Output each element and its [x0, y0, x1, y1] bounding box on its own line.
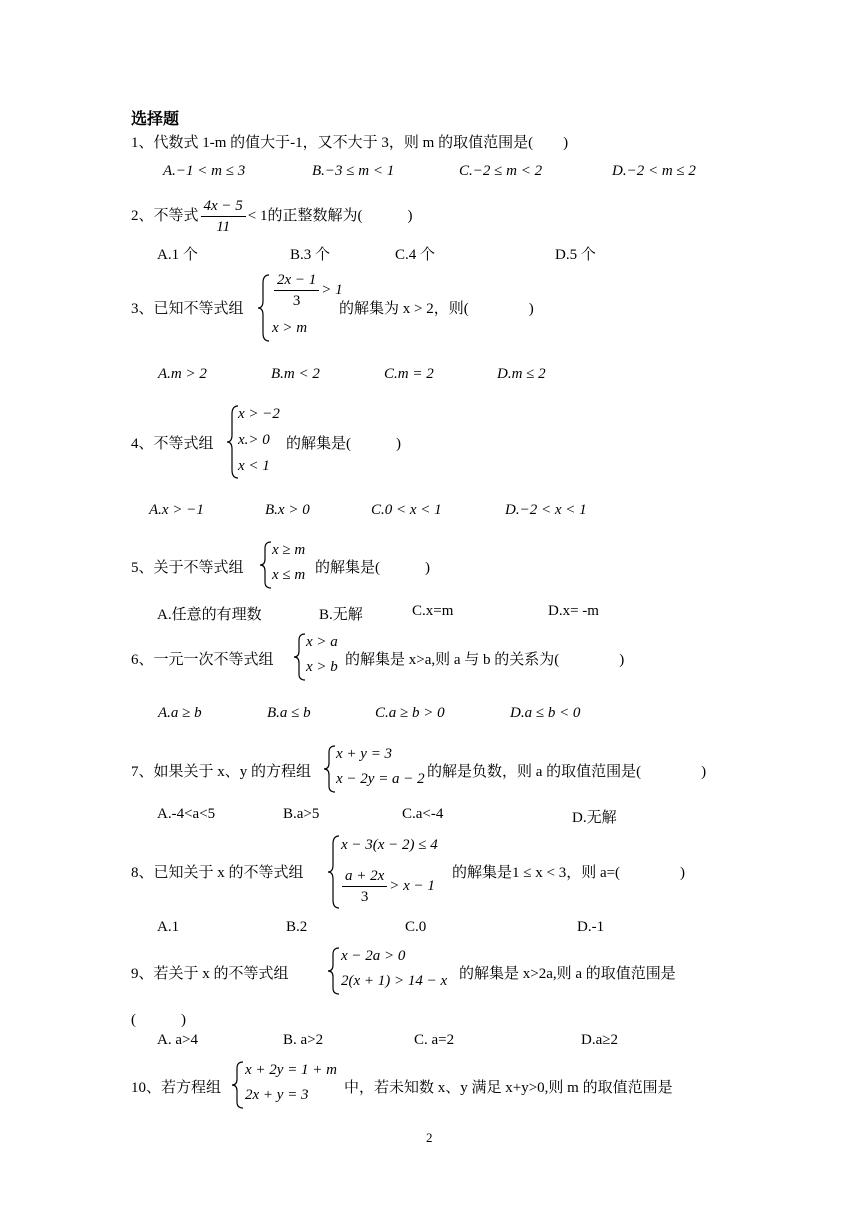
q8-ineq2-tail: > x − 1 [389, 877, 435, 894]
q3-option-c: C.m = 2 [384, 366, 434, 382]
q4-line-1: x > −2 [238, 406, 280, 422]
q2-suffix: < 1的正整数解为( ) [247, 207, 413, 224]
q3-brace [257, 273, 271, 343]
q3-fraction [274, 270, 319, 311]
q3-numerator: 2x − 1 [274, 270, 319, 291]
q5-option-d: D.x= -m [548, 603, 599, 619]
q8-option-b: B.2 [286, 919, 308, 935]
q5-line-1: x ≥ m [272, 542, 306, 558]
q9-continuation: ( ) [131, 1012, 186, 1028]
q6-option-a: A.a ≥ b [158, 705, 202, 721]
q1-option-c: C.−2 ≤ m < 2 [459, 163, 543, 179]
q2-option-d: D.5 个 [555, 247, 596, 263]
q3-prefix: 3、已知不等式组 [131, 301, 244, 317]
q6-suffix: 的解集是 x>a,则 a 与 b 的关系为( ) [345, 652, 625, 668]
q8-option-d: D.-1 [577, 919, 605, 935]
q7-line-2: x − 2y = a − 2 [336, 771, 425, 787]
q7-line-1: x + y = 3 [336, 746, 393, 762]
q6-prefix: 6、一元一次不等式组 [131, 652, 274, 668]
q6-brace [293, 632, 307, 682]
q1-option-a: A.−1 < m ≤ 3 [163, 163, 246, 179]
q9-brace [327, 946, 341, 996]
q9-option-a: A. a>4 [157, 1032, 198, 1048]
q7-option-a: A.-4<a<5 [157, 806, 216, 822]
q3-option-b: B.m < 2 [271, 366, 320, 382]
section-title: 选择题 [131, 111, 180, 128]
q9-line-2: 2(x + 1) > 14 − x [341, 973, 448, 989]
q5-brace [259, 540, 273, 590]
q3-line-1 [272, 270, 343, 311]
q5-option-b: B.无解 [319, 607, 363, 623]
q10-line-2: 2x + y = 3 [245, 1087, 309, 1103]
q4-option-b: B.x > 0 [265, 502, 310, 518]
q6-line-1: x > a [306, 634, 338, 650]
q4-line-2: x.> 0 [238, 432, 270, 448]
q8-denominator: 3 [360, 889, 369, 905]
page-number: 2 [426, 1130, 433, 1145]
q9-option-c: C. a=2 [414, 1032, 455, 1048]
q2-option-c: C.4 个 [395, 247, 436, 263]
q4-option-d: D.−2 < x < 1 [505, 502, 587, 518]
q10-suffix: 中，若未知数 x、y 满足 x+y>0,则 m 的取值范围是 [344, 1080, 673, 1096]
q7-brace [323, 744, 337, 794]
q3-line-2: x > m [272, 320, 308, 336]
q4-option-a: A.x > −1 [149, 502, 204, 518]
q8-line-2 [340, 866, 435, 907]
q9-suffix: 的解集是 x>2a,则 a 的取值范围是 [459, 966, 676, 982]
q8-brace [327, 834, 341, 910]
q7-option-c: C.a<-4 [402, 806, 444, 822]
q9-option-b: B. a>2 [283, 1032, 324, 1048]
q5-prefix: 5、关于不等式组 [131, 560, 244, 576]
q2-prefix: 2、不等式 [131, 207, 199, 224]
q5-suffix: 的解集是( ) [315, 560, 430, 576]
q5-option-c: C.x=m [412, 603, 454, 619]
q9-prefix: 9、若关于 x 的不等式组 [131, 966, 289, 982]
q10-brace [231, 1060, 245, 1110]
q10-line-1: x + 2y = 1 + m [245, 1062, 338, 1078]
q8-suffix: 的解集是1 ≤ x < 3，则 a=( ) [452, 865, 686, 881]
q3-suffix: 的解集为 x > 2，则( ) [339, 301, 534, 317]
q8-option-a: A.1 [157, 919, 180, 935]
q8-prefix: 8、已知关于 x 的不等式组 [131, 865, 304, 881]
q5-option-a: A.任意的有理数 [157, 607, 262, 623]
q2-option-a: A.1 个 [157, 247, 198, 263]
q2-option-b: B.3 个 [290, 247, 331, 263]
q2-fraction [201, 196, 246, 237]
q5-line-2: x ≤ m [272, 567, 306, 583]
q2-denominator: 11 [216, 219, 231, 235]
q7-suffix: 的解是负数，则 a 的取值范围是( ) [427, 764, 707, 780]
q8-line-1: x − 3(x − 2) ≤ 4 [341, 837, 438, 853]
q2-numerator: 4x − 5 [201, 196, 246, 217]
q6-option-d: D.a ≤ b < 0 [510, 705, 581, 721]
q8-fraction [342, 866, 387, 907]
q4-prefix: 4、不等式组 [131, 436, 214, 452]
q1-option-b: B.−3 ≤ m < 1 [312, 163, 395, 179]
q7-option-d: D.无解 [572, 810, 617, 826]
q4-line-3: x < 1 [238, 458, 270, 474]
q6-option-b: B.a ≤ b [267, 705, 311, 721]
q1-option-d: D.−2 < m ≤ 2 [612, 163, 696, 179]
q3-option-d: D.m ≤ 2 [497, 366, 546, 382]
question-2 [131, 196, 413, 237]
q7-prefix: 7、如果关于 x、y 的方程组 [131, 764, 312, 780]
q10-prefix: 10、若方程组 [131, 1080, 222, 1096]
q3-denominator: 3 [292, 293, 301, 309]
q9-line-1: x − 2a > 0 [341, 948, 406, 964]
q4-suffix: 的解集是( ) [286, 436, 401, 452]
q3-option-a: A.m > 2 [158, 366, 207, 382]
q9-option-d: D.a≥2 [581, 1032, 618, 1048]
question-1-text: 1、代数式 1-m 的值大于-1，又不大于 3，则 m 的取值范围是( ) [131, 135, 569, 151]
q7-option-b: B.a>5 [283, 806, 320, 822]
q3-ineq1-tail: > 1 [321, 281, 343, 298]
q4-option-c: C.0 < x < 1 [371, 502, 442, 518]
q6-option-c: C.a ≥ b > 0 [375, 705, 445, 721]
q8-numerator: a + 2x [342, 866, 387, 887]
q8-option-c: C.0 [405, 919, 427, 935]
q6-line-2: x > b [306, 659, 338, 675]
